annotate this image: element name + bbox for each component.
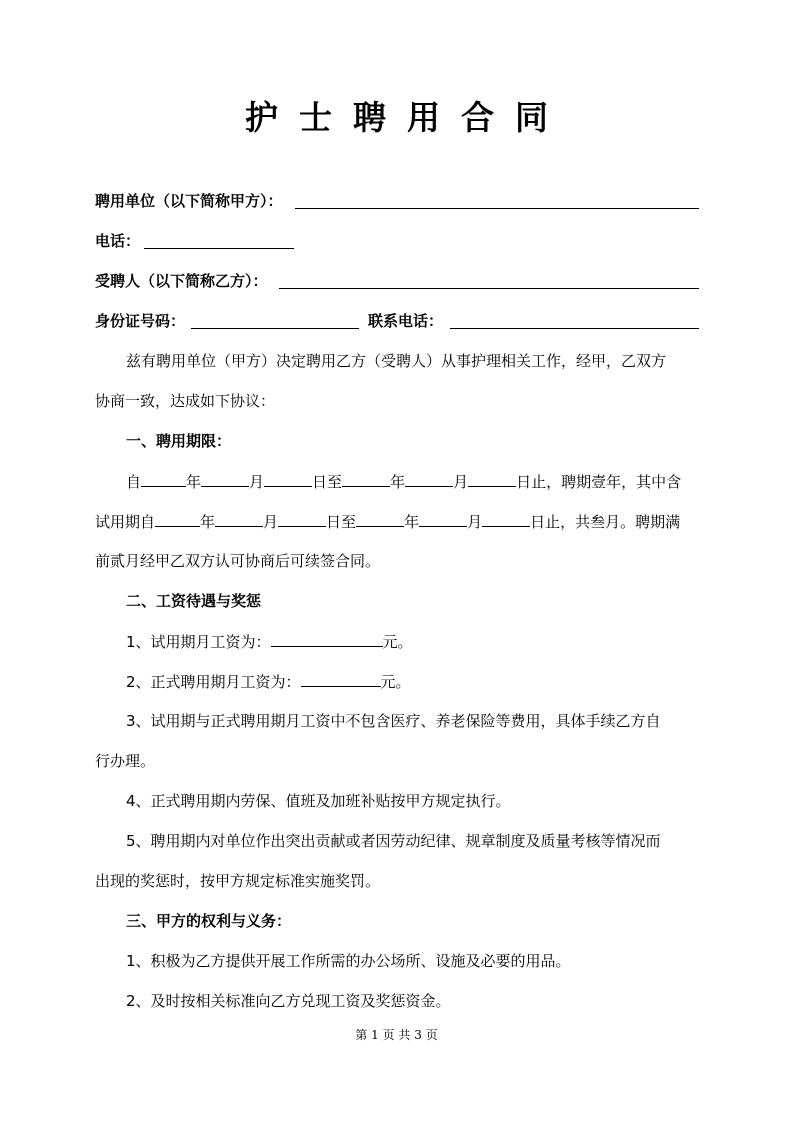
term-text: 月 [263, 513, 279, 531]
term-text: 月 [453, 473, 469, 491]
month-blank[interactable] [201, 469, 249, 487]
year-blank[interactable] [155, 509, 200, 527]
clause-2-3-line-1: 3、试用期与正式聘用期月工资中不包含医疗、养老保险等费用，具体手续乙方自 [126, 712, 661, 730]
intro-line-1: 兹有聘用单位（甲方）决定聘用乙方（受聘人）从事护理相关工作，经甲，乙双方 [126, 352, 667, 370]
currency-unit: 元。 [380, 673, 411, 691]
employee-field-row [95, 269, 699, 293]
year-blank[interactable] [342, 469, 390, 487]
contact-label: 联系电话： [368, 312, 444, 330]
salary-formal-label: 2、正式聘用期月工资为： [126, 673, 301, 691]
id-contact-row [95, 309, 699, 333]
section2-heading: 二、工资待遇与奖惩 [126, 592, 262, 610]
term-text: 年 [200, 513, 216, 531]
term-row-3: 前贰月经甲乙双方认可协商后可续签合同。 [95, 552, 381, 570]
term-text: 自 [126, 473, 142, 491]
term-text: 日至 [326, 513, 357, 531]
intro-line-2: 协商一致，达成如下协议： [95, 392, 276, 410]
phone-blank[interactable] [144, 231, 294, 249]
clause-2-5-line-2: 出现的奖惩时，按甲方规定标准实施奖罚。 [95, 872, 381, 890]
year-blank[interactable] [141, 469, 186, 487]
term-text: 年 [390, 473, 406, 491]
term-text: 年 [186, 473, 202, 491]
employer-label: 聘用单位（以下简称甲方）： [95, 192, 283, 210]
salary-trial-blank[interactable] [271, 629, 383, 647]
page-number: 1 [371, 1028, 379, 1042]
salary-formal-blank[interactable] [301, 669, 381, 687]
contact-blank[interactable] [450, 311, 699, 329]
salary-formal-row [126, 669, 699, 693]
total-pages: 3 [414, 1028, 422, 1042]
employer-blank[interactable] [295, 191, 699, 209]
employee-blank[interactable] [279, 271, 699, 289]
month-blank[interactable] [419, 509, 467, 527]
id-blank[interactable] [191, 311, 359, 329]
footer-text: 第 [355, 1028, 368, 1042]
salary-trial-label: 1、试用期月工资为： [126, 633, 271, 651]
page-footer [0, 1026, 793, 1043]
year-blank[interactable] [356, 509, 404, 527]
day-blank[interactable] [278, 509, 326, 527]
section3-heading: 三、甲方的权利与义务： [126, 912, 292, 930]
salary-trial-row [126, 629, 699, 653]
id-label: 身份证号码： [95, 312, 186, 330]
section1-heading: 一、聘用期限： [126, 432, 232, 450]
day-blank[interactable] [482, 509, 530, 527]
clause-3-1: 1、积极为乙方提供开展工作所需的办公场所、设施及必要的用品。 [126, 952, 571, 970]
clause-3-2: 2、及时按相关标准向乙方兑现工资及奖惩资金。 [126, 992, 451, 1010]
term-text: 日止，共叁月。聘期满 [530, 513, 681, 531]
clause-2-4: 4、正式聘用期内劳保、值班及加班补贴按甲方规定执行。 [126, 792, 511, 810]
term-text: 年 [404, 513, 420, 531]
day-blank[interactable] [264, 469, 312, 487]
currency-unit: 元。 [382, 633, 413, 651]
term-row-1 [126, 469, 699, 493]
employee-label: 受聘人（以下简称乙方）： [95, 272, 268, 290]
month-blank[interactable] [405, 469, 453, 487]
term-text: 月 [249, 473, 265, 491]
day-blank[interactable] [468, 469, 516, 487]
phone-label: 电话： [95, 232, 141, 250]
clause-2-3-line-2: 行办理。 [95, 752, 156, 770]
term-row-2 [95, 509, 699, 533]
month-blank[interactable] [215, 509, 263, 527]
page-title: 护士聘用合同 [245, 98, 569, 137]
employer-field-row [95, 189, 699, 213]
clause-2-5-line-1: 5、聘用期内对单位作出突出贡献或者因劳动纪律、规章制度及质量考核等情况而 [126, 832, 661, 850]
term-text: 日止，聘期壹年，其中含 [516, 473, 682, 491]
footer-text: 页 [425, 1028, 438, 1042]
term-text: 月 [467, 513, 483, 531]
term-text: 日至 [312, 473, 343, 491]
footer-text: 页 共 [382, 1028, 411, 1042]
phone-field-row [95, 229, 699, 253]
term-text: 试用期自 [95, 513, 156, 531]
